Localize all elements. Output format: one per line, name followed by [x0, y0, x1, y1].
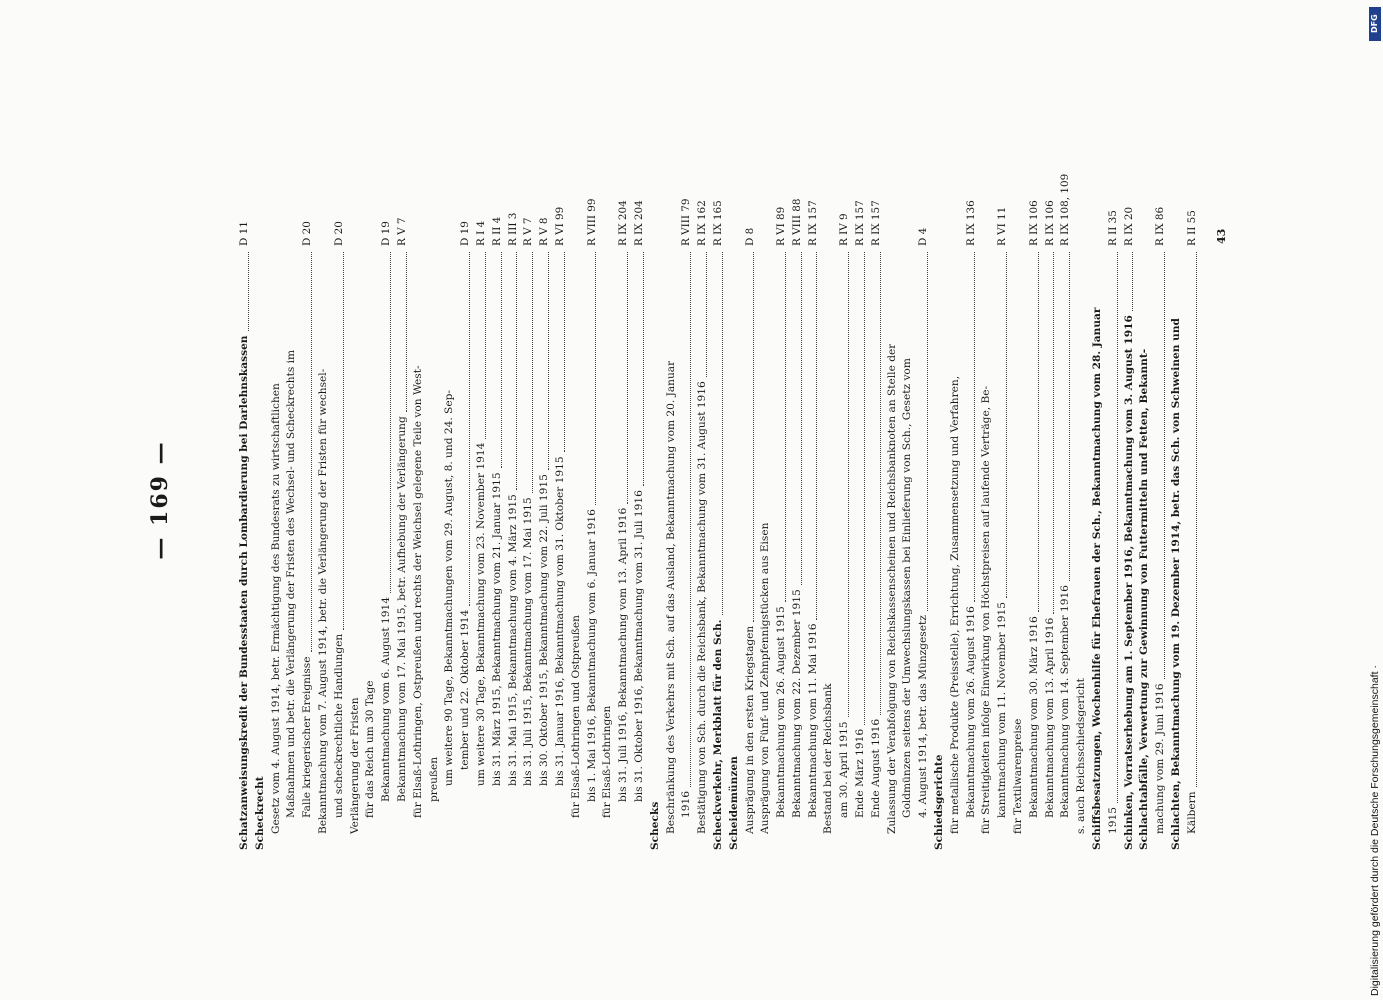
entry-description: Zulassung der Verabfolgung von Reichskassenscheinen und Reichsbanknoten an Stelle der: [885, 343, 898, 834]
index-line: [995, 150, 1011, 850]
entry-description: Vorratserhebung am 1. September 1916, Bekanntmachung vom 3. August 1916: [1122, 315, 1135, 791]
entry-text: [995, 602, 1011, 818]
entry-description: 4. August 1914, betr. das Münzgesetz: [917, 615, 930, 818]
index-line: [711, 150, 727, 850]
entry-text: [758, 523, 774, 834]
entry-heading: Schlachtabfälle,: [1138, 754, 1151, 850]
entry-text: [300, 657, 316, 819]
entry-description: Bekanntmachung vom 6. August 1914: [380, 597, 393, 802]
index-line: [869, 150, 885, 850]
index-line: [1106, 150, 1122, 850]
dot-leader: [785, 252, 786, 602]
index-line: [521, 150, 537, 850]
entry-text: [332, 634, 348, 818]
entry-description: am 30. April 1915: [838, 721, 851, 818]
entry-text: [269, 383, 285, 834]
entry-text: [774, 606, 790, 818]
index-line: [1185, 150, 1201, 850]
entry-reference: D 8: [743, 227, 756, 246]
entry-description: Bekanntmachung vom 26. August 1916: [964, 606, 977, 818]
index-line: [616, 150, 632, 850]
index-line: [900, 150, 916, 850]
index-line: [853, 150, 869, 850]
entry-description: Ende August 1916: [869, 718, 882, 818]
entry-reference: R II 4: [490, 216, 503, 246]
index-line: [1137, 150, 1153, 850]
entry-heading: Scheidemünzen: [727, 756, 740, 850]
entry-description: 1915: [1106, 807, 1119, 834]
entry-description: Kälbern: [1185, 791, 1198, 834]
entry-text: [474, 443, 490, 786]
entry-text: [916, 615, 932, 818]
dot-leader: [501, 252, 502, 468]
entry-description: Bekanntmachung vom 17. Mai 1915, betr. Aufhebung der Verlängerung: [395, 416, 408, 802]
dot-leader: [485, 252, 486, 439]
entry-heading: Schinken,: [1122, 790, 1135, 850]
dfg-badge: [1369, 7, 1381, 41]
entry-description: Maßnahmen und betr. die Verlängerung der Fristen des Wechsel- und Scheckrechts im: [285, 349, 298, 818]
entry-text: [979, 386, 995, 834]
entry-reference: R VIII 79: [680, 198, 693, 246]
dot-leader: [816, 252, 817, 620]
entry-text: [458, 610, 474, 770]
entry-text: [1027, 616, 1043, 818]
entry-text: [1185, 791, 1201, 834]
dot-leader: [1053, 252, 1054, 614]
dot-leader: [564, 252, 565, 452]
entry-description: der Bundesstaaten durch Lombardierung bei Darlehnskassen: [238, 335, 250, 706]
entry-description: Beschränkung des Verkehrs mit Sch. auf das Ausland, Bekanntmachung vom 20. Januar: [664, 360, 677, 834]
entry-description: bis 30. Oktober 1915, Bekanntmachung vom 22. Juli 1915: [538, 474, 551, 786]
entry-description: bis 31. Oktober 1916, Bekanntmachung vom 31. Juli 1916: [632, 490, 645, 802]
index-line: [885, 150, 901, 850]
index-line: [395, 150, 411, 850]
entry-text: [363, 680, 379, 818]
index-line: [979, 150, 995, 850]
entry-description: Verwertung zur Gewinnung von Futtermitteln und Fetten, Bekannt-: [1138, 348, 1151, 755]
entry-reference: D 11: [238, 221, 250, 246]
dot-leader: [801, 252, 802, 585]
entry-reference: R V 7: [395, 217, 408, 246]
entry-heading: Scheckverkehr,: [711, 758, 724, 850]
entry-description: bis 31. März 1915, Bekanntmachung vom 21. Januar 1915: [490, 472, 503, 786]
dot-leader: [974, 252, 975, 602]
entry-reference: R IX 136: [964, 200, 977, 246]
index-line: [474, 150, 490, 850]
dot-leader: [848, 252, 849, 717]
entry-text: [679, 791, 695, 818]
dot-leader: [1132, 252, 1133, 311]
entry-text: [442, 390, 458, 786]
entry-heading: Schiffsbesatzungen,: [1091, 730, 1104, 850]
index-line: [300, 150, 316, 850]
index-line: [758, 150, 774, 850]
entry-reference: R VI 89: [775, 206, 788, 246]
entry-text: [885, 344, 901, 834]
index-line: [727, 150, 743, 850]
entry-text: [853, 729, 869, 818]
entry-text: [695, 381, 711, 834]
entry-text: [837, 721, 853, 818]
entry-description: für Textilwarenpreise: [1012, 718, 1025, 834]
entry-description: Bekanntmachung vom 7. August 1914, betr. die Verlängerung der Fristen für wechsel-: [316, 368, 329, 834]
entry-description: für das Reich um 30 Tage: [364, 680, 377, 818]
index-line: [821, 150, 837, 850]
entry-reference: R III 3: [506, 212, 519, 246]
index-entries: [237, 150, 1201, 850]
entry-description: Bekanntmachung vom 19. Dezember 1914, betr. das Sch. von Schweinen und: [1170, 318, 1183, 781]
entry-description: Bestätigung von Sch. durch die Reichsbank, Bekanntmachung vom 31. August 1916: [696, 381, 709, 834]
entry-heading: Schiedsgerichte: [933, 754, 946, 850]
index-line: [458, 150, 474, 850]
entry-reference: R I 4: [474, 220, 487, 246]
entry-description: Gesetz vom 4. August 1914, betr. Ermächtigung des Bundesrats zu wirtschaftlichen: [269, 383, 282, 834]
dfg-logo: DFG: [1370, 14, 1379, 34]
entry-text: [348, 697, 364, 834]
page-number: 43: [1215, 228, 1228, 244]
entry-text: [521, 497, 537, 786]
entry-text: [585, 509, 601, 802]
entry-description: Bekanntmachung vom 22. Dezember 1915: [790, 589, 803, 818]
entry-heading: Schatzanweisungskredit: [238, 705, 250, 850]
entry-reference: R IX 165: [711, 200, 724, 246]
entry-description: für metallische Produkte (Preisstelle), Errichtung, Zusammensetzung und Verfahren,: [948, 375, 961, 834]
entry-description: Bekanntmachung vom 30. März 1916: [1027, 616, 1040, 818]
entry-description: für Streitigkeiten infolge Einwirkung von Höchstpreisen auf laufende Verträge, Be-: [980, 385, 993, 834]
entry-description: bis 31. Juli 1916, Bekanntmachung vom 13. April 1916: [617, 507, 630, 802]
entry-reference: D 19: [459, 221, 472, 246]
entry-reference: R IX 204: [617, 200, 630, 246]
entry-text: [237, 335, 253, 850]
index-line: [237, 150, 253, 850]
dot-leader: [1196, 252, 1197, 787]
entry-description: 1916: [680, 791, 693, 818]
entry-text: [790, 589, 806, 818]
dot-leader: [1117, 252, 1118, 803]
entry-text: [616, 508, 632, 802]
dot-leader: [690, 252, 691, 787]
entry-description: für Elsaß-Lothringen und Ostpreußen: [569, 615, 582, 818]
dot-leader: [343, 252, 344, 630]
entry-text: [1122, 315, 1138, 850]
entry-reference: R IX 108, 109: [1059, 173, 1072, 246]
index-line: [1074, 150, 1090, 850]
dot-leader: [722, 252, 723, 616]
entry-description: Goldmünzen seitens der Umwechslungskassen bei Einlieferung von Sch., Gesetz vom: [901, 358, 914, 818]
entry-description: Bekanntmachung vom 14. September 1916: [1059, 585, 1072, 818]
entry-reference: D 19: [380, 221, 393, 246]
entry-text: [427, 757, 443, 802]
entry-text: [821, 684, 837, 835]
index-line: [695, 150, 711, 850]
entry-text: [506, 494, 522, 786]
entry-text: [727, 756, 743, 850]
dot-leader: [1006, 252, 1007, 598]
dot-leader: [532, 252, 533, 493]
entry-text: [284, 350, 300, 818]
entry-text: [395, 416, 411, 802]
entry-description: Bekanntmachung vom 13. April 1916: [1043, 617, 1056, 818]
entry-reference: R IX 157: [869, 200, 882, 246]
index-line: [964, 150, 980, 850]
entry-text: [1058, 585, 1074, 818]
entry-text: [948, 376, 964, 834]
entry-reference: D 4: [917, 227, 930, 246]
entry-description: für Elsaß-Lothringen, Ostpreußen und rechts der Weichsel gelegene Teile von West-: [411, 365, 424, 818]
entry-reference: R VI 99: [553, 206, 566, 246]
dot-leader: [880, 252, 881, 715]
index-line: [569, 150, 585, 850]
entry-text: [869, 719, 885, 818]
entry-reference: R IX 157: [854, 200, 867, 246]
entry-description: tember und 22. Oktober 1914: [459, 609, 472, 770]
entry-description: Verlängerung der Fristen: [348, 697, 361, 834]
entry-description: um weitere 30 Tage, Bekanntmachung vom 23. November 1914: [474, 442, 487, 786]
entry-text: [553, 456, 569, 786]
entry-text: [1106, 807, 1122, 834]
entry-description: Bekanntmachung vom 26. August 1915: [775, 606, 788, 818]
index-line: [600, 150, 616, 850]
entry-description: Ausprägung von Fünf- und Zehnpfennigstücken aus Eisen: [759, 522, 772, 834]
entry-description: Wochenhilfe für Ehefrauen der Sch., Bekanntmachung vom 28. Januar: [1091, 307, 1104, 731]
index-line: [1090, 150, 1106, 850]
index-line: [774, 150, 790, 850]
index-line: [632, 150, 648, 850]
rotated-page-content: [117, 150, 1267, 850]
entry-reference: D 20: [301, 221, 314, 246]
dot-leader: [406, 252, 407, 412]
entry-description: preußen: [427, 756, 440, 802]
entry-text: [664, 361, 680, 834]
entry-reference: R VIII 88: [790, 198, 803, 246]
index-line: [411, 150, 427, 850]
entry-reference: R IX 20: [1122, 206, 1135, 246]
index-line: [806, 150, 822, 850]
entry-reference: R VIII 99: [585, 198, 598, 246]
index-line: [1027, 150, 1043, 850]
dot-leader: [1069, 252, 1070, 581]
entry-description: bis 31. Januar 1916, Bekanntmachung vom 31. Oktober 1915: [553, 456, 566, 786]
entry-description: bis 31. Mai 1915, Bekanntmachung vom 4. März 1915: [506, 494, 519, 786]
index-line: [1011, 150, 1027, 850]
entry-text: [1090, 308, 1106, 851]
index-line: [284, 150, 300, 850]
entry-description: für Elsaß-Lothringen: [601, 705, 614, 818]
entry-text: [569, 615, 585, 818]
dot-leader: [548, 252, 549, 470]
index-line: [553, 150, 569, 850]
digitization-credit: Digitalisierung gefördert durch die Deutsche Forschungsgemeinschaft ·: [1369, 665, 1381, 996]
index-line: [506, 150, 522, 850]
entry-description: s. auch Reichsschiedsgericht: [1075, 678, 1088, 834]
index-line: [932, 150, 948, 850]
index-line: [379, 150, 395, 850]
entry-reference: R IX 86: [1154, 206, 1167, 246]
entry-reference: D 20: [332, 221, 345, 246]
entry-description: Ende März 1916: [854, 728, 867, 818]
entry-text: [1153, 683, 1169, 834]
entry-description: Falle kriegerischer Ereignisse: [301, 656, 314, 818]
entry-text: [900, 358, 916, 818]
entry-text: [1043, 618, 1059, 818]
index-line: [490, 150, 506, 850]
entry-text: [411, 365, 427, 818]
entry-reference: R V 7: [522, 217, 535, 246]
entry-text: [379, 597, 395, 802]
entry-description: Merkblatt für den Sch.: [711, 619, 724, 759]
entry-text: [932, 755, 948, 850]
entry-heading: Schlachten,: [1170, 780, 1183, 850]
entry-reference: R IX 157: [806, 200, 819, 246]
entry-reference: R VI 11: [996, 206, 1009, 246]
dot-leader: [516, 252, 517, 490]
index-line: [916, 150, 932, 850]
index-line: [253, 150, 269, 850]
entry-text: [600, 706, 616, 818]
entry-reference: R IV 9: [838, 213, 851, 246]
dot-leader: [706, 252, 707, 377]
index-line: [1122, 150, 1138, 850]
index-line: [269, 150, 285, 850]
entry-description: Bekanntmachung vom 11. Mai 1916: [806, 623, 819, 818]
index-line: [743, 150, 759, 850]
index-line: [948, 150, 964, 850]
entry-text: [648, 802, 664, 850]
dot-leader: [248, 252, 249, 331]
entry-reference: R IX 204: [632, 200, 645, 246]
index-line: [1058, 150, 1074, 850]
dot-leader: [595, 252, 596, 505]
index-line: [442, 150, 458, 850]
dot-leader: [627, 252, 628, 504]
dot-leader: [927, 252, 928, 611]
entry-text: [711, 620, 727, 851]
index-line: [1153, 150, 1169, 850]
entry-description: Bestand bei der Reichsbank: [822, 683, 835, 834]
index-line: [427, 150, 443, 850]
index-line: [790, 150, 806, 850]
entry-reference: R IX 106: [1027, 200, 1040, 246]
index-line: [664, 150, 680, 850]
entry-text: [806, 624, 822, 818]
entry-text: [253, 776, 269, 850]
index-line: [537, 150, 553, 850]
entry-text: [316, 369, 332, 834]
entry-description: bis 31. Juli 1915, Bekanntmachung vom 17. Mai 1915: [522, 497, 535, 786]
entry-text: [1074, 678, 1090, 834]
entry-reference: R V 8: [538, 217, 551, 246]
entry-description: Ausprägung in den ersten Kriegstagen: [743, 625, 756, 834]
index-line: [316, 150, 332, 850]
entry-text: [490, 472, 506, 786]
entry-text: [964, 606, 980, 818]
page-header: — 169 —: [147, 440, 173, 560]
entry-description: bis 1. Mai 1916, Bekanntmachung vom 6. Januar 1916: [585, 509, 598, 802]
entry-text: [743, 626, 759, 834]
index-line: [837, 150, 853, 850]
entry-description: kanntmachung vom 11. November 1915: [996, 602, 1009, 818]
index-line: [1043, 150, 1059, 850]
entry-text: [1011, 719, 1027, 834]
entry-text: [632, 490, 648, 802]
dot-leader: [1038, 252, 1039, 612]
dot-leader: [390, 252, 391, 593]
index-line: [1169, 150, 1185, 850]
dot-leader: [469, 252, 470, 606]
index-line: [585, 150, 601, 850]
index-line: [679, 150, 695, 850]
entry-reference: R IX 106: [1043, 200, 1056, 246]
entry-text: [1169, 318, 1185, 850]
entry-reference: R II 35: [1106, 210, 1119, 246]
entry-heading: Scheckrecht: [253, 776, 266, 850]
entry-heading: Schecks: [648, 801, 661, 850]
entry-text: [1137, 349, 1153, 850]
entry-reference: R II 55: [1185, 210, 1198, 246]
dot-leader: [753, 252, 754, 622]
entry-reference: R IX 162: [696, 200, 709, 246]
index-line: [363, 150, 379, 850]
dot-leader: [311, 252, 312, 653]
dot-leader: [1164, 252, 1165, 679]
entry-text: [537, 474, 553, 786]
index-line: [332, 150, 348, 850]
dot-leader: [864, 252, 865, 725]
entry-description: um weitere 90 Tage, Bekanntmachungen vom 29. August, 8. und 24. Sep-: [443, 390, 456, 786]
entry-description: und scheckrechtliche Handlungen: [332, 633, 345, 818]
index-line: [648, 150, 664, 850]
dot-leader: [643, 252, 644, 486]
entry-description: machung vom 29. Juni 1916: [1154, 683, 1167, 834]
index-line: [348, 150, 364, 850]
